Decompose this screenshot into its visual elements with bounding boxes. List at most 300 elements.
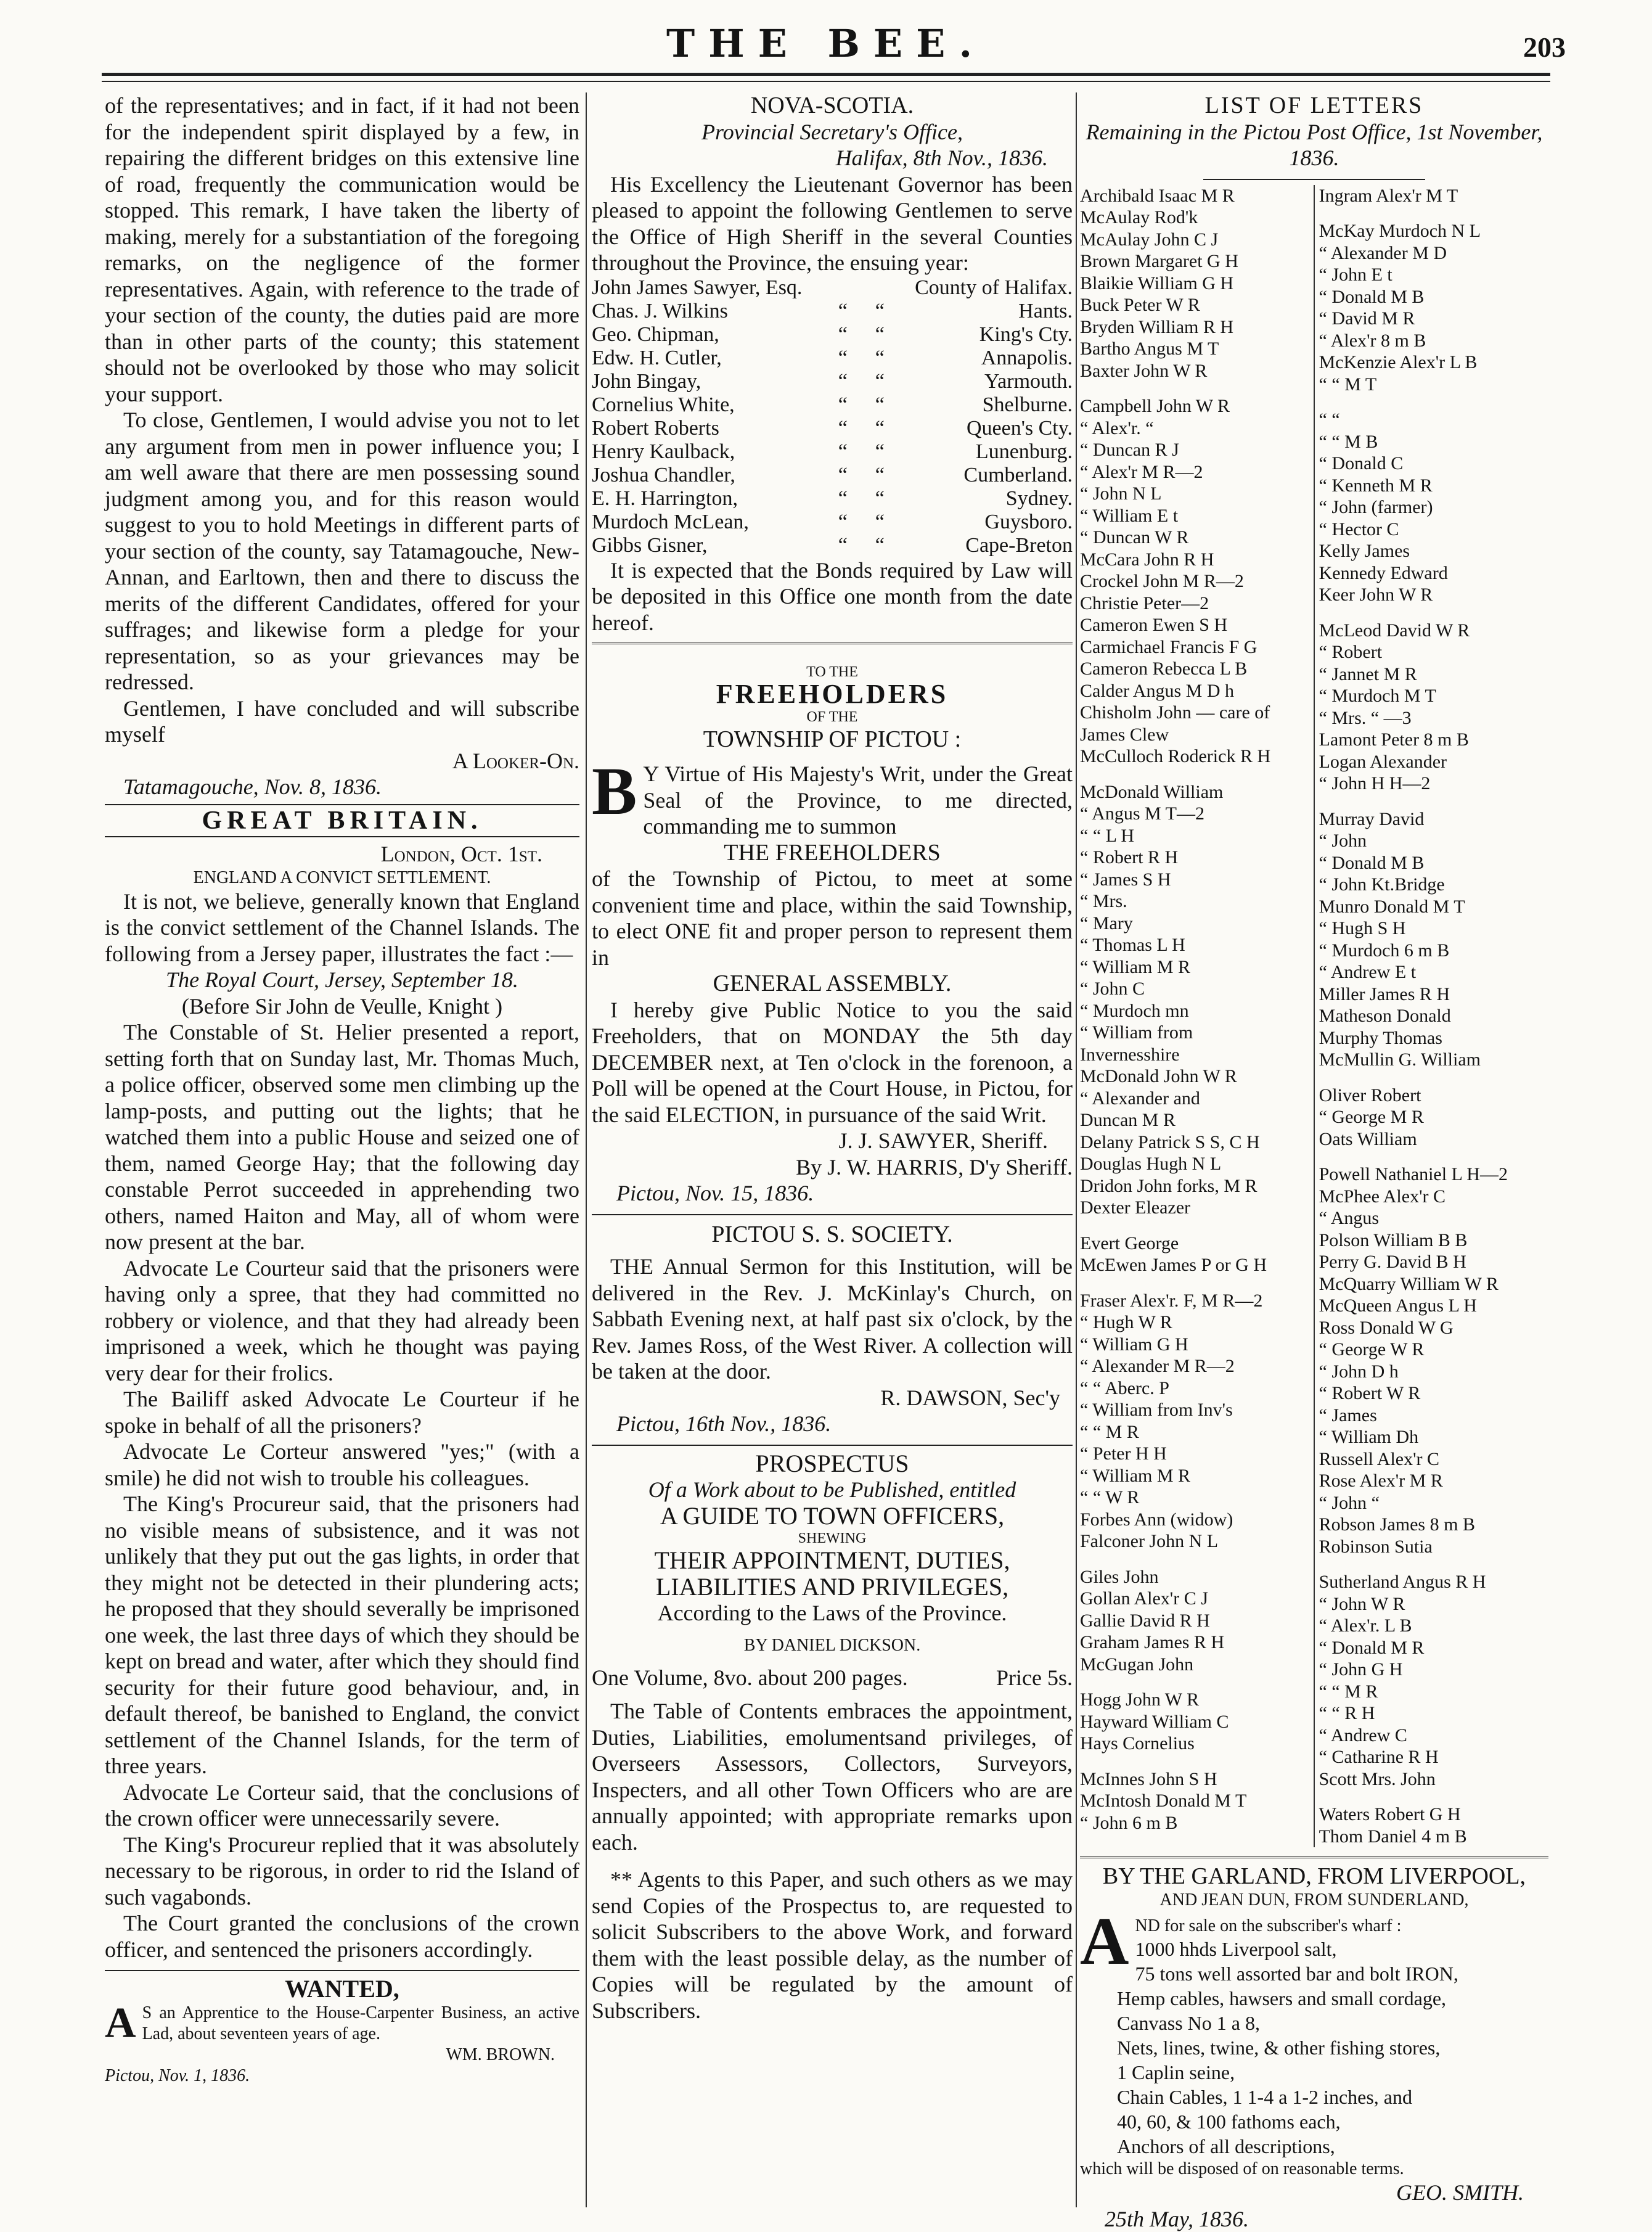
letter-entry: Keer John W R — [1319, 585, 1433, 605]
drop-cap: A — [105, 1999, 136, 2047]
letter-entry: “ William Dh — [1319, 1427, 1419, 1447]
letter-entry: Cameron Rebecca L B — [1080, 659, 1248, 679]
letter-entry: Russell Alex'r C — [1319, 1448, 1440, 1469]
section-rule — [592, 1214, 1073, 1215]
letter-entry: Lamont Peter 8 m B — [1319, 729, 1469, 750]
column-divider — [1076, 92, 1077, 2207]
notice-emphasis: THE FREEHOLDERS — [724, 839, 941, 866]
garland-item: 75 tons well assorted bar and bolt IRON, — [1135, 1963, 1458, 1985]
letter-entry: Carmichael Francis F G — [1080, 636, 1257, 657]
sheriff-row — [592, 393, 1073, 417]
ditto-mark: “ — [838, 299, 848, 322]
prospectus-volume-line — [592, 1665, 1073, 1691]
society-signature: R. DAWSON, Sec'y — [880, 1385, 1060, 1410]
section-rule — [1080, 1856, 1548, 1858]
letter-entry: “ William from Inv's — [1080, 1400, 1233, 1420]
letter-entry: “ Donald C — [1319, 453, 1404, 474]
sheriff-row — [592, 440, 1073, 464]
sheriff-name: Chas. J. Wilkins — [592, 299, 728, 322]
letter-entry: McMullin G. William — [1319, 1049, 1481, 1070]
letter-entry: McAulay Rod'k — [1080, 207, 1198, 228]
article-paragraph: It is not, we believe, generally known that England is the convict settlement of the Channel Islands. The following from a Jersey paper, illustrates the fact :— — [105, 888, 579, 966]
letter-entry: Sutherland Angus R H — [1319, 1572, 1486, 1592]
letter-entry: McKay Murdoch N L — [1319, 221, 1481, 241]
letter-entry: Baxter John W R — [1080, 360, 1208, 381]
letter-entry: “ Andrew E t — [1319, 962, 1417, 982]
list-gap — [1319, 795, 1548, 808]
sheriff-name: John Bingay, — [592, 369, 701, 393]
letter-entry: Murphy Thomas — [1319, 1027, 1442, 1048]
garland-item: Canvass No 1 a 8, — [1117, 2012, 1260, 2034]
letter-entry: “ Peter H H — [1080, 1443, 1167, 1464]
list-gap — [1080, 1675, 1309, 1689]
letter-entry: “ John G H — [1319, 1659, 1403, 1680]
ditto-mark: “ — [838, 346, 848, 369]
letter-entry: Ingram Alex'r M T — [1319, 185, 1458, 206]
section-heading-nova-scotia: NOVA-SCOTIA. — [750, 92, 914, 118]
letter-entry: “ Duncan W R — [1080, 527, 1189, 548]
letter-entry: McQueen Angus L H — [1319, 1295, 1477, 1316]
section-rule — [1203, 179, 1425, 180]
prospectus-title: THEIR APPOINTMENT, DUTIES, LIABILITIES AND PRIVILEGES, — [654, 1546, 1010, 1601]
garland-dateline: 25th May, 1836. — [1105, 2206, 1249, 2231]
garland-item: Nets, lines, twine, & other fishing stores, — [1117, 2037, 1441, 2059]
letter-entry: Blaikie William G H — [1080, 273, 1234, 293]
section-heading-great-britain: GREAT BRITAIN. — [105, 804, 579, 838]
letter-entry: “ John H H—2 — [1319, 773, 1431, 794]
letter-entry: “ “ W R — [1080, 1487, 1140, 1508]
sheriff-county: Annapolis. — [981, 346, 1073, 369]
sheriff-county: County of Halifax. — [915, 276, 1073, 299]
letter-entry: “ Kenneth M R — [1319, 475, 1433, 496]
letter-entry: “ Murdoch 6 m B — [1319, 940, 1450, 961]
sheriff-name: Geo. Chipman, — [592, 322, 719, 346]
letter-entry: “ Alex'r. L B — [1319, 1615, 1412, 1636]
prospectus-title: A GUIDE TO TOWN OFFICERS, — [660, 1501, 1005, 1530]
garland-item: Anchors of all descriptions, — [1117, 2135, 1335, 2157]
letter-entry: Delany Patrick S S, C H — [1080, 1131, 1260, 1152]
letter-entry: “ Alex'r 8 m B — [1319, 330, 1426, 351]
letter-entry: “ John N L — [1080, 483, 1162, 504]
notice-paragraph: His Excellency the Lieutenant Governor has been pleased to appoint the following Gentlemen to serve the Office of High Sheriff in the several Counties throughout the Province, the ensuing year: — [592, 171, 1073, 275]
letters-list-left — [1080, 185, 1309, 1848]
letter-entry: McIntosh Donald M T — [1080, 1791, 1247, 1811]
court-name: The Royal Court, Jersey, September 18. — [166, 967, 518, 992]
list-gap — [1319, 1790, 1548, 1803]
letter-entry: “ Duncan R J — [1080, 440, 1179, 460]
newspaper-title: THE BEE. — [666, 21, 986, 66]
list-gap — [1319, 1150, 1548, 1163]
letter-entry: Scott Mrs. John — [1319, 1768, 1436, 1789]
notice-to: TO THE — [806, 664, 858, 680]
list-gap — [1319, 1557, 1548, 1571]
prospectus-laws: According to the Laws of the Province. — [657, 1601, 1007, 1625]
letter-entry: “ “ M B — [1319, 431, 1378, 452]
list-gap — [1080, 768, 1309, 781]
letter-dateline: Tatamagouche, Nov. 8, 1836. — [123, 774, 382, 799]
letter-entry: “ John 6 m B — [1080, 1812, 1178, 1833]
letter-entry: McLeod David W R — [1319, 620, 1470, 641]
garland-item: Chain Cables, 1 1-4 a 1-2 inches, and — [1117, 2086, 1412, 2108]
sheriff-row — [592, 534, 1073, 557]
letter-entry: “ William M R — [1080, 1465, 1191, 1486]
letter-entry: Fraser Alex'r. F, M R—2 — [1080, 1290, 1263, 1311]
wanted-signature: WM. BROWN. — [446, 2045, 555, 2064]
letter-entry: Bartho Angus M T — [1080, 338, 1219, 359]
ditto-mark: “ — [838, 393, 848, 416]
sheriff-row — [592, 370, 1073, 393]
letter-entry: “ John D h — [1319, 1361, 1399, 1382]
sheriff-county: Shelburne. — [982, 393, 1073, 416]
letter-entry: Hays Cornelius — [1080, 1733, 1195, 1754]
letter-entry: “ Murdoch mn — [1080, 1000, 1189, 1021]
letter-entry: “ Robert W R — [1319, 1383, 1421, 1403]
society-heading: PICTOU S. S. SOCIETY. — [711, 1221, 953, 1247]
prospectus-heading: PROSPECTUS — [755, 1449, 909, 1477]
letters-list-right — [1319, 185, 1548, 1848]
sheriff-county: Hants. — [1018, 299, 1073, 322]
article-paragraph: The Constable of St. Helier presented a report, setting forth that on Sunday last, Mr. Thomas Much, a police officer, observed some men climbing up the lamp-posts, and putting out the lights; that he watched them into a public House and seized one of them, named George Hay; that the following day constable Perrot succeeded in apprehending two others, named Haiton and May, all of whom were now present at the bar. — [105, 1020, 579, 1254]
sheriff-name: Cornelius White, — [592, 393, 735, 416]
letter-entry: Duncan M R — [1080, 1110, 1176, 1130]
notice-dateline: Pictou, Nov. 15, 1836. — [616, 1181, 814, 1205]
list-gap — [1319, 395, 1548, 409]
freeholders-heading: FREEHOLDERS — [716, 679, 949, 709]
ditto-mark: “ — [838, 416, 848, 440]
masthead-rule — [102, 73, 1550, 82]
garland-subheading: AND JEAN DUN, FROM SUNDERLAND, — [1159, 1890, 1469, 1910]
letter-entry: “ Catharine R H — [1319, 1747, 1439, 1767]
society-dateline: Pictou, 16th Nov., 1836. — [616, 1411, 832, 1436]
letter-entry: Brown Margaret G H — [1080, 251, 1238, 271]
letter-entry: James Clew — [1080, 724, 1169, 745]
letter-entry: McKenzie Alex'r L B — [1319, 352, 1478, 372]
letter-entry: “ James — [1319, 1405, 1377, 1426]
letter-entry: Archibald Isaac M R — [1080, 185, 1235, 206]
article-paragraph: The Bailiff asked Advocate Le Courteur if he spoke in behalf of all the prisoners? — [105, 1387, 579, 1438]
article-dateline: London, Oct. 1st. — [380, 842, 542, 866]
letters-subtitle: Remaining in the Pictou Post Office, 1st November, 1836. — [1086, 119, 1543, 170]
letter-entry: McCara John R H — [1080, 549, 1214, 570]
ditto-mark: “ — [875, 533, 885, 557]
notice-signature: By J. W. HARRIS, D'y Sheriff. — [796, 1154, 1073, 1180]
letter-paragraph: of the representatives; and in fact, if it had not been for the independent spirit displayed by a few, in repairing the different bridges on this extensive line of road, frequently the communication would be stopped. This remark, I have taken the liberty of making, merely for a substantiation of the foregoing remarks, on the negligence of the former representatives. Again, with reference to the trade of your section of the county, the duties paid are more than in other parts of the county; this statement should not be overlooked by those who may solicit your support. — [105, 93, 579, 406]
letter-entry: “ “ M R — [1080, 1421, 1139, 1442]
letter-entry: “ John W R — [1319, 1593, 1405, 1614]
letter-entry: McEwen James P or G H — [1080, 1255, 1267, 1275]
sheriff-county: Guysboro. — [984, 510, 1073, 533]
letter-entry: Miller James R H — [1319, 983, 1450, 1004]
wanted-dateline: Pictou, Nov. 1, 1836. — [105, 2066, 250, 2085]
section-rule — [592, 642, 1073, 644]
letter-entry: “ David M R — [1319, 308, 1415, 329]
ditto-mark: “ — [875, 346, 885, 369]
letter-entry: “ Murdoch M T — [1319, 686, 1436, 706]
article-paragraph: The King's Procureur replied that it was absolutely necessary to be rigorous, in order to rid the Island of such vagabonds. — [105, 1832, 579, 1910]
prospectus-shewing: SHEWING — [798, 1530, 867, 1546]
ditto-mark: “ — [838, 369, 848, 393]
letter-entry: Gollan Alex'r C J — [1080, 1588, 1208, 1609]
letter-entry: “ William E t — [1080, 505, 1179, 526]
garland-item: 40, 60, & 100 fathoms each, — [1117, 2111, 1341, 2133]
sheriff-name: Joshua Chandler, — [592, 463, 735, 486]
letter-entry: Polson William B B — [1319, 1229, 1468, 1250]
letter-entry: “ John Kt.Bridge — [1319, 874, 1445, 895]
sheriff-name: Robert Roberts — [592, 416, 719, 440]
letter-entry: Hayward William C — [1080, 1711, 1229, 1732]
letter-entry: McPhee Alex'r C — [1319, 1186, 1446, 1207]
letter-entry: Oliver Robert — [1319, 1085, 1421, 1106]
letter-entry: Powell Nathaniel L H—2 — [1319, 1164, 1508, 1184]
letter-entry: “ “ — [1319, 409, 1340, 430]
letter-entry: Falconer John N L — [1080, 1531, 1219, 1551]
letter-entry: Kennedy Edward — [1319, 562, 1448, 583]
drop-cap: A — [1080, 1903, 1129, 1979]
letter-entry: Douglas Hugh N L — [1080, 1154, 1222, 1174]
page-number: 203 — [1523, 31, 1566, 63]
letter-entry: Christie Peter—2 — [1080, 593, 1209, 613]
letter-entry: Munro Donald M T — [1319, 896, 1465, 917]
article-paragraph: Advocate Le Corteur answered "yes;" (with a smile) he did not wish to trouble his colleagues. — [105, 1439, 579, 1490]
letter-entry: Giles John — [1080, 1566, 1159, 1587]
article-subhead: ENGLAND A CONVICT SETTLEMENT. — [193, 868, 491, 887]
letter-entry: “ John — [1319, 831, 1367, 851]
letter-entry: Cameron Ewen S H — [1080, 615, 1228, 635]
letter-entry: “ William from — [1080, 1022, 1193, 1043]
notice-signature: J. J. SAWYER, Sheriff. — [838, 1128, 1048, 1153]
letter-entry: “ Alex'r. “ — [1080, 417, 1154, 438]
sheriff-row — [592, 464, 1073, 487]
sheriff-county: Lunenburg. — [975, 440, 1073, 463]
letter-entry: Perry G. David B H — [1319, 1252, 1466, 1272]
letter-entry: “ “ R H — [1319, 1703, 1375, 1723]
ditto-mark: “ — [838, 322, 848, 346]
letter-entry: “ Donald M B — [1319, 286, 1425, 307]
office-name: Provincial Secretary's Office, — [701, 119, 963, 144]
notice-of: OF THE — [806, 708, 858, 725]
letter-entry: Graham James R H — [1080, 1632, 1225, 1652]
garland-item: 1000 hhds Liverpool salt, — [1135, 1938, 1337, 1960]
list-gap — [1080, 1553, 1309, 1566]
section-rule — [592, 1445, 1073, 1446]
letter-entry: Chisholm John — care of — [1080, 702, 1270, 723]
letter-signature: A Looker-On. — [452, 748, 579, 773]
wanted-ad — [105, 1999, 579, 2047]
letter-entry: Rose Alex'r M R — [1319, 1471, 1443, 1491]
sheriff-county: King's Cty. — [979, 322, 1073, 346]
letter-entry: “ George M R — [1319, 1107, 1424, 1127]
garland-intro: ND for sale on the subscriber's wharf : — [1135, 1916, 1402, 1935]
ditto-mark: “ — [875, 416, 885, 440]
prospectus-subtitle: Of a Work about to be Published, entitled — [648, 1477, 1016, 1502]
sheriff-county: Cumberland. — [963, 463, 1073, 486]
letter-entry: Kelly James — [1319, 541, 1410, 561]
sheriff-name: Murdoch McLean, — [592, 510, 749, 533]
sheriff-county: Cape-Breton — [965, 533, 1073, 557]
letter-entry: “ Hugh W R — [1080, 1312, 1172, 1332]
sheriff-row — [592, 323, 1073, 347]
letter-entry: McDonald John W R — [1080, 1066, 1237, 1086]
letter-entry: “ Jannet M R — [1319, 663, 1417, 684]
letter-entry: “ William M R — [1080, 956, 1191, 977]
garland-signature: GEO. SMITH. — [1396, 2180, 1524, 2205]
letter-entry: Gallie David R H — [1080, 1610, 1210, 1631]
letter-entry: McGugan John — [1080, 1654, 1194, 1675]
sheriff-row — [592, 417, 1073, 440]
sheriff-name: John James Sawyer, Esq. — [592, 276, 803, 299]
ditto-mark — [824, 276, 861, 300]
sheriff-name: E. H. Harrington, — [592, 486, 738, 510]
sheriff-row — [592, 487, 1073, 511]
notice-paragraph: I hereby give Public Notice to you the said Freeholders, that on MONDAY the 5th day DECEMBER next, at Ten o'clock in the forenoon, a Poll will be opened at the Court House, in Pictou, for the said ELECTION, in pursuance of the said Writ. — [592, 997, 1073, 1127]
letter-entry: “ Hugh S H — [1319, 918, 1406, 938]
letter-entry: “ James S H — [1080, 869, 1171, 890]
sheriff-row — [592, 347, 1073, 370]
ditto-mark: “ — [875, 486, 885, 510]
sheriffs-table — [592, 276, 1073, 557]
letter-entry: Campbell John W R — [1080, 396, 1230, 416]
article-paragraph: The King's Procureur said, that the prisoners had no visible means of subsistence, and it was not unlikely that they put out the gas lights, in order that they might not be detected in their plundering acts; he proposed that they should severally be imprisoned one week, the last three days of which they should be kept on bread and water, after which they should find security for their future good behaviour, and, in default thereof, be banished to England, the convict settlement of the Channel Islands, for the term of three years. — [105, 1491, 579, 1778]
letter-entry: “ William G H — [1080, 1334, 1188, 1355]
letter-entry: Thom Daniel 4 m B — [1319, 1826, 1467, 1847]
letter-entry: Dexter Eleazer — [1080, 1197, 1191, 1218]
list-gap — [1319, 606, 1548, 620]
letter-entry: “ John C — [1080, 979, 1145, 999]
ditto-mark: “ — [838, 533, 848, 557]
letter-entry: “ “ Aberc. P — [1080, 1377, 1169, 1398]
letter-entry: Waters Robert G H — [1319, 1804, 1461, 1824]
letter-entry: Matheson Donald — [1319, 1006, 1451, 1026]
letter-entry: Invernesshire — [1080, 1044, 1180, 1065]
letter-entry: Murray David — [1319, 808, 1425, 829]
ditto-mark: “ — [875, 510, 885, 533]
sheriff-name: Edw. H. Cutler, — [592, 346, 722, 369]
ditto-mark: “ — [875, 369, 885, 393]
sheriff-county: Sydney. — [1005, 486, 1073, 510]
letter-entry: “ Robert R H — [1080, 847, 1179, 868]
wanted-heading: WANTED, — [285, 1975, 399, 2003]
letter-entry: Calder Angus M D h — [1080, 680, 1234, 701]
notice-paragraph: of the Township of Pictou, to meet at some convenient time and place, within the said Township, to elect ONE fit and proper person to represent them in — [592, 866, 1073, 970]
drop-cap: B — [592, 753, 637, 829]
column-divider — [1314, 185, 1315, 1848]
letter-entry: “ “ M R — [1319, 1681, 1378, 1702]
list-gap — [1080, 1755, 1309, 1768]
letter-entry: “ Alexander and — [1080, 1088, 1200, 1109]
letter-entry: Robson James 8 m B — [1319, 1514, 1475, 1535]
letter-entry: McDonald William — [1080, 781, 1224, 802]
garland-heading: BY THE GARLAND, FROM LIVERPOOL, — [1102, 1863, 1526, 1889]
letter-entry: “ Donald M B — [1319, 852, 1425, 873]
ditto-mark: “ — [838, 510, 848, 533]
garland-item: Hemp cables, hawsers and small cordage, — [1117, 1987, 1447, 2009]
letter-entry: “ Alexander M D — [1319, 242, 1447, 263]
column-three — [1080, 92, 1548, 2231]
sheriff-county: Queen's Cty. — [966, 416, 1073, 440]
court-presiding: (Before Sir John de Veulle, Knight ) — [181, 993, 503, 1019]
letter-entry: Robinson Sutia — [1319, 1536, 1433, 1557]
letter-entry: Crockel John M R—2 — [1080, 571, 1244, 591]
sheriff-name: Gibbs Gisner, — [592, 533, 708, 557]
list-gap — [1080, 1276, 1309, 1290]
township-heading: TOWNSHIP OF PICTOU : — [703, 726, 962, 752]
letter-entry: “ “ L H — [1080, 825, 1135, 846]
letter-entry: “ “ M T — [1319, 374, 1377, 395]
letter-entry: “ Robert — [1319, 642, 1383, 662]
letter-entry: “ John “ — [1319, 1492, 1380, 1513]
sheriff-name: Henry Kaulback, — [592, 440, 735, 463]
notice-text: Y Virtue of His Majesty's Writ, under the Great Seal of the Province, to me directed, commanding me to summon — [643, 761, 1073, 839]
prospectus-paragraph: The Table of Contents embraces the appointment, Duties, Liabilities, emolumentsand privileges, of Overseers Assessors, Collectors, Surveyors, Inspecters, and all other Town Officers who are are annually appointed; with appropriate remarks upon each. — [592, 1699, 1073, 1855]
sheriff-row — [592, 276, 1073, 300]
prospectus-paragraph: ** Agents to this Paper, and such others as we may send Copies of the Prospectus to, are requested to solicit Subscribers to the above Work, and forward them with the least possible delay, as the number of Copies will be regulated by the amount of Subscribers. — [592, 1867, 1073, 2023]
prospectus-author: BY DANIEL DICKSON. — [743, 1635, 921, 1655]
letter-entry: Logan Alexander — [1319, 751, 1447, 772]
sheriff-county: Yarmouth. — [984, 369, 1073, 393]
letter-entry: “ Thomas L H — [1080, 935, 1185, 955]
letter-entry: Bryden William R H — [1080, 316, 1234, 337]
wanted-text: S an Apprentice to the House-Carpenter Business, an active Lad, about seventeen years of age. — [142, 2003, 579, 2043]
letter-entry: McCulloch Roderick R H — [1080, 746, 1271, 766]
letter-entry: McInnes John S H — [1080, 1768, 1217, 1789]
article-paragraph: Advocate Le Courteur said that the prisoners were having only a spree, that they had committed no robbery or violence, and that they had already been imprisoned a week, which he thought was paying very dear for their frolics. — [105, 1255, 579, 1385]
letter-entry: “ John (farmer) — [1319, 497, 1433, 517]
letter-entry: “ Alexander M R—2 — [1080, 1356, 1235, 1376]
article-paragraph: Advocate Le Corteur said, that the conclusions of the crown officer were unnecessarily severe. — [105, 1779, 579, 1831]
letter-paragraph: To close, Gentlemen, I would advise you not to let any argument from men in power influence you; I am well aware that there are men possessing sound judgment among you, and for this reason would suggest to you to hold Meetings in different parts of your section of the county, say Tatamagouche, New-Annan, and Earltown, then and there to discuss the merits of the different Candidates, offered for your suffrages; and likewise form a pledge for your representation, so as your grievances may be redressed. — [105, 408, 579, 694]
election-notice — [592, 753, 1073, 840]
letter-paragraph: Gentlemen, I have concluded and will subscribe myself — [105, 695, 579, 747]
ditto-mark: “ — [875, 393, 885, 416]
letter-entry: “ Mrs. — [1080, 891, 1127, 911]
column-divider — [586, 92, 587, 2207]
prospectus-price: Price 5s. — [996, 1665, 1073, 1690]
letter-entry: Evert George — [1080, 1233, 1179, 1253]
ditto-mark: “ — [838, 440, 848, 463]
garland-item: 1 Caplin seine, — [1117, 2061, 1235, 2083]
letter-entry: Buck Peter W R — [1080, 295, 1200, 315]
letter-entry: Oats William — [1319, 1128, 1417, 1149]
letter-entry: Hogg John W R — [1080, 1689, 1200, 1710]
letter-entry: “ George W R — [1319, 1339, 1425, 1360]
ditto-mark: “ — [838, 486, 848, 510]
letter-entry: Ross Donald W G — [1319, 1317, 1454, 1338]
letter-entry: “ Mary — [1080, 913, 1133, 933]
list-gap — [1080, 382, 1309, 395]
letters-list — [1080, 185, 1548, 1848]
column-one — [105, 92, 579, 2207]
notice-paragraph: It is expected that the Bonds required by Law will be deposited in this Office one month from the date hereof. — [592, 557, 1073, 635]
ditto-mark: “ — [875, 440, 885, 463]
letter-entry: “ Hector C — [1319, 519, 1399, 540]
list-gap — [1080, 1219, 1309, 1233]
letters-heading: LIST OF LETTERS — [1204, 92, 1424, 118]
society-paragraph: THE Annual Sermon for this Institution, will be delivered in the Rev. J. McKinlay's Church, on Sabbath Evening next, at half past six o'clock, by the Rev. James Ross, of the West River. A collection will be taken at the door. — [592, 1254, 1073, 1384]
section-rule — [105, 1970, 579, 1971]
column-two — [592, 92, 1073, 2207]
sheriff-row — [592, 300, 1073, 323]
notice-emphasis: GENERAL ASSEMBLY. — [713, 970, 952, 996]
sheriff-row — [592, 511, 1073, 534]
article-paragraph: The Court granted the conclusions of the crown officer, and sentenced the prisoners accordingly. — [105, 1911, 579, 1962]
ditto-mark: “ — [875, 322, 885, 346]
office-date: Halifax, 8th Nov., 1836. — [835, 146, 1048, 170]
letter-entry: Dridon John forks, M R — [1080, 1175, 1257, 1196]
ditto-mark: “ — [875, 463, 885, 486]
letter-entry: “ Angus — [1319, 1208, 1380, 1228]
letter-entry: McQuarry William W R — [1319, 1273, 1499, 1294]
letter-entry: Forbes Ann (widow) — [1080, 1509, 1233, 1530]
